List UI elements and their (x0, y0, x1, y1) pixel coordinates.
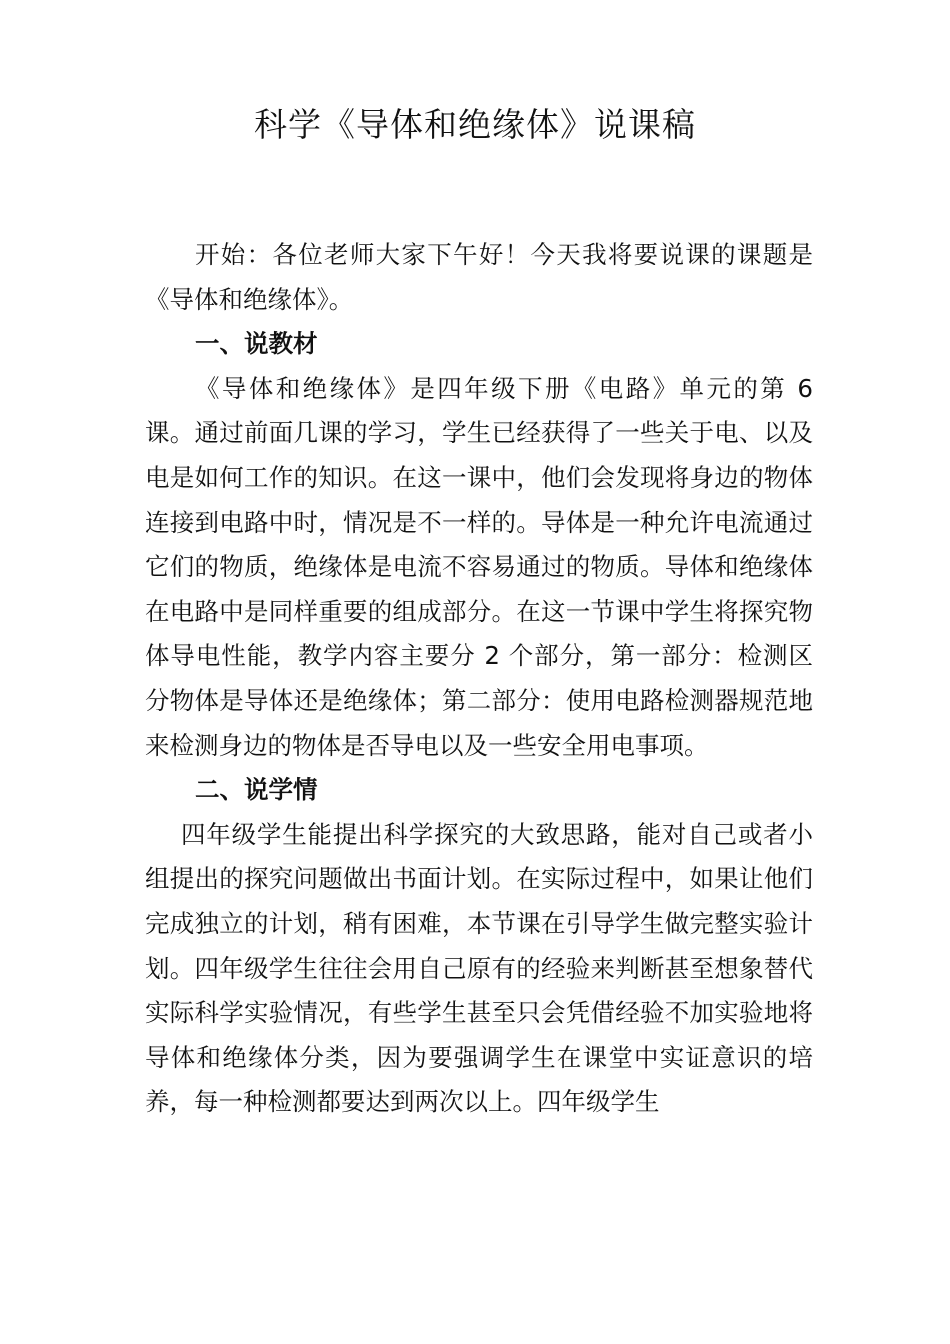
section-body-textbook: 《导体和绝缘体》是四年级下册《电路》单元的第 6 课。通过前面几课的学习，学生已经获得了一些关于电、以及电是如何工作的知识。在这一课中，他们会发现将身边的物体连接到电路中时，情况是不一样的。导体是一种允许电流通过它们的物质，绝缘体是电流不容易通过的物质。导体和绝缘体在电路中是同样重要的组成部分。在这一节课中学生将探究物体导电性能，教学内容主要分 2 个部分，第一部分：检测区分物体是导体还是绝缘体；第二部分：使用电路检测器规范地来检测身边的物体是否导电以及一些安全用电事项。 (145, 373, 813, 760)
document-title: 科学《导体和绝缘体》说课稿 (254, 105, 696, 144)
section-body-students: 四年级学生能提出科学探究的大致思路，能对自己或者小组提出的探究问题做出书面计划。在实际过程中，如果让他们完成独立的计划，稍有困难，本节课在引导学生做完整实验计划。四年级学生往往会用自己原有的经验来判断甚至想象替代实际科学实验情况，有些学生甚至只会凭借经验不加实验地将导体和绝缘体分类，因为要强调学生在课堂中实证意识的培养，每一种检测都要达到两次以上。四年级学生 (145, 819, 813, 1117)
intro-paragraph: 开始：各位老师大家下午好！今天我将要说课的课题是《导体和绝缘体》。 (145, 240, 813, 314)
document-body (145, 233, 813, 1125)
section-heading-textbook: 一、说教材 (195, 329, 318, 359)
section-heading-students: 二、说学情 (195, 775, 318, 805)
